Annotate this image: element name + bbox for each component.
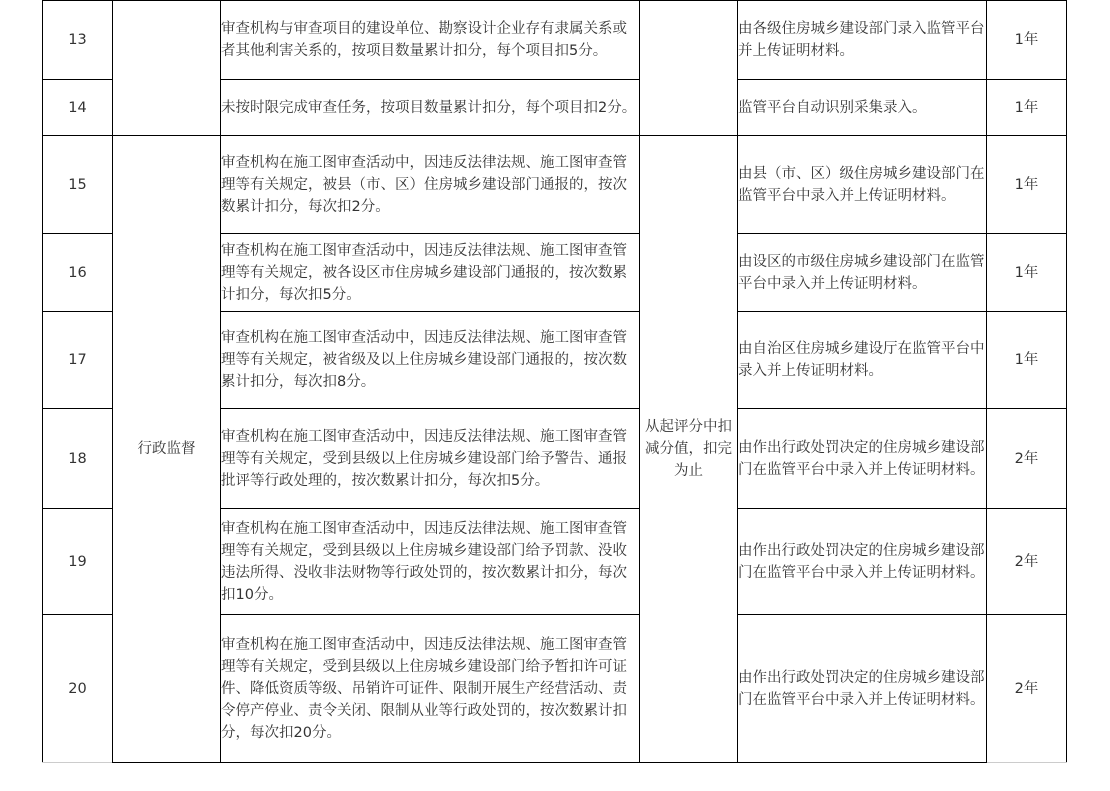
row-description: 审查机构与审查项目的建设单位、勘察设计企业存有隶属关系或者其他利害关系的，按项目数量累计扣分，每个项目扣5分。	[221, 1, 640, 80]
table-row	[43, 136, 1067, 234]
row-description: 审查机构在施工图审查活动中，因违反法律法规、施工图审查管理等有关规定，受到县级以上住房城乡建设部门给予罚款、没收违法所得、没收非法财物等行政处罚的，按次数累计扣分，每次扣10分。	[221, 509, 640, 615]
row-description: 审查机构在施工图审查活动中，因违反法律法规、施工图审查管理等有关规定，被各设区市住房城乡建设部门通报的，按次数累计扣分，每次扣5分。	[221, 234, 640, 312]
row-source: 由各级住房城乡建设部门录入监管平台并上传证明材料。	[738, 1, 987, 80]
category-administrative-supervision: 行政监督	[113, 136, 221, 763]
row-term: 1年	[987, 80, 1067, 136]
row-description: 审查机构在施工图审查活动中，因违反法律法规、施工图审查管理等有关规定，被县（市、区）住房城乡建设部门通报的，按次数累计扣分，每次扣2分。	[221, 136, 640, 234]
row-description: 审查机构在施工图审查活动中，因违反法律法规、施工图审查管理等有关规定，受到县级以上住房城乡建设部门给予警告、通报批评等行政处理的，按次数累计扣分，每次扣5分。	[221, 409, 640, 509]
row-source: 由作出行政处罚决定的住房城乡建设部门在监管平台中录入并上传证明材料。	[738, 409, 987, 509]
row-term: 2年	[987, 409, 1067, 509]
row-term: 1年	[987, 312, 1067, 409]
row-number: 14	[43, 80, 113, 136]
row-source: 由设区的市级住房城乡建设部门在监管平台中录入并上传证明材料。	[738, 234, 987, 312]
row-source: 由县（市、区）级住房城乡建设部门在监管平台中录入并上传证明材料。	[738, 136, 987, 234]
row-description: 审查机构在施工图审查活动中，因违反法律法规、施工图审查管理等有关规定，被省级及以上住房城乡建设部门通报的，按次数累计扣分，每次扣8分。	[221, 312, 640, 409]
table-row	[43, 1, 1067, 80]
row-source: 由自治区住房城乡建设厅在监管平台中录入并上传证明材料。	[738, 312, 987, 409]
row-number: 13	[43, 1, 113, 80]
row-term: 1年	[987, 234, 1067, 312]
row-number: 18	[43, 409, 113, 509]
row-term: 2年	[987, 509, 1067, 615]
row-number: 15	[43, 136, 113, 234]
category-cell-empty	[113, 1, 221, 136]
row-source: 由作出行政处罚决定的住房城乡建设部门在监管平台中录入并上传证明材料。	[738, 615, 987, 763]
row-number: 16	[43, 234, 113, 312]
row-description: 审查机构在施工图审查活动中，因违反法律法规、施工图审查管理等有关规定，受到县级以上住房城乡建设部门给予暂扣许可证件、降低资质等级、吊销许可证件、限制开展生产经营活动、责令停产停业、责令关闭、限制从业等行政处罚的，按次数累计扣分，每次扣20分。	[221, 615, 640, 763]
row-number: 17	[43, 312, 113, 409]
row-term: 1年	[987, 1, 1067, 80]
row-description: 未按时限完成审查任务，按项目数量累计扣分，每个项目扣2分。	[221, 80, 640, 136]
row-source: 由作出行政处罚决定的住房城乡建设部门在监管平台中录入并上传证明材料。	[738, 509, 987, 615]
deduction-method: 从起评分中扣减分值，扣完为止	[640, 136, 738, 763]
row-term: 1年	[987, 136, 1067, 234]
method-cell-empty	[640, 1, 738, 136]
row-source: 监管平台自动识别采集录入。	[738, 80, 987, 136]
scoring-table	[42, 0, 1067, 763]
row-term: 2年	[987, 615, 1067, 763]
row-number: 20	[43, 615, 113, 763]
row-number: 19	[43, 509, 113, 615]
